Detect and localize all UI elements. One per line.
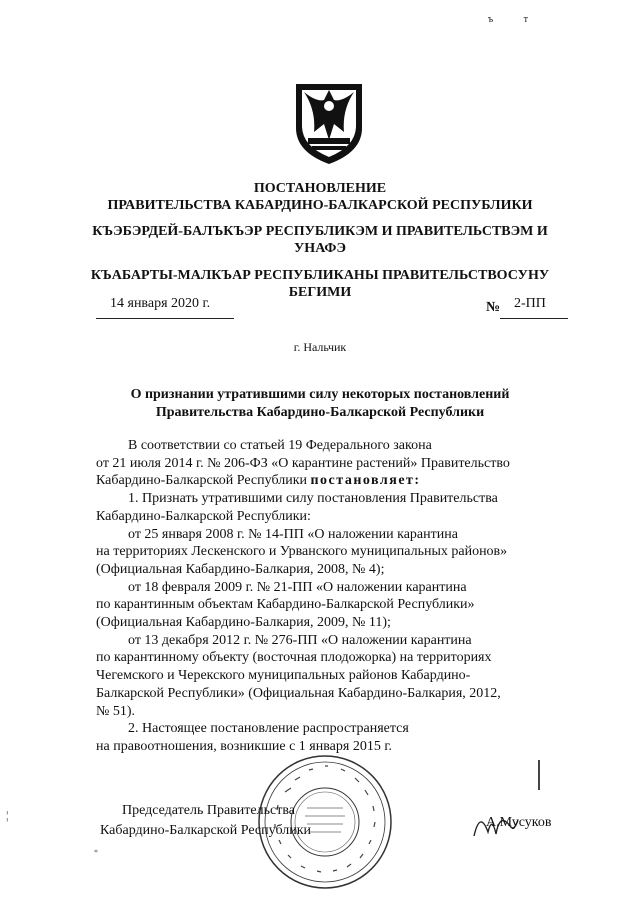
body-line: на территориях Лескенского и Урванского муниципальных районов» bbox=[96, 544, 508, 560]
number-label: № bbox=[486, 300, 501, 315]
document-date: 14 января 2020 г. bbox=[110, 296, 211, 311]
body-line: (Официальная Кабардино-Балкария, 2009, № 11); bbox=[96, 615, 391, 631]
signatory-title-line-2: Кабардино-Балкарской Республики bbox=[100, 823, 311, 838]
corner-marks: ъ т bbox=[488, 14, 543, 25]
coat-of-arms-emblem-icon bbox=[290, 80, 368, 166]
date-underline bbox=[96, 318, 234, 319]
header-balkar-2: БЕГИМИ bbox=[288, 285, 352, 300]
body-line: по карантинным объектам Кабардино-Балкарской Республики» bbox=[96, 597, 475, 613]
body-line: 1. Признать утратившими силу постановления Правительства bbox=[128, 491, 498, 507]
header-block-2 bbox=[70, 223, 570, 257]
document-body bbox=[96, 437, 560, 756]
body-line: от 25 января 2008 г. № 14-ПП «О наложении карантина bbox=[128, 526, 458, 542]
body-line bbox=[96, 472, 560, 490]
date-number-row bbox=[96, 296, 570, 322]
title-line-2: Правительства Кабардино-Балкарской Республики bbox=[155, 405, 485, 420]
body-text: Кабардино-Балкарской Республики bbox=[96, 473, 307, 489]
header-title: ПОСТАНОВЛЕНИЕ bbox=[253, 181, 387, 196]
margin-dot: * bbox=[94, 848, 98, 857]
title-line-1: О признании утратившими силу некоторых постановлений bbox=[130, 387, 510, 402]
body-line: Кабардино-Балкарской Республики: bbox=[96, 508, 311, 524]
body-line: № 51). bbox=[96, 703, 136, 719]
signatory-title bbox=[100, 801, 311, 841]
body-line: Балкарской Республики» (Официальная Кабардино-Балкария, 2012, bbox=[96, 685, 501, 701]
body-line: (Официальная Кабардино-Балкария, 2008, № 4); bbox=[96, 561, 385, 577]
body-line: от 13 декабря 2012 г. № 276-ПП «О наложении карантина bbox=[128, 632, 472, 648]
header-balkar-1: КЪАБАРТЫ-МАЛКЪАР РЕСПУБЛИКАНЫ ПРАВИТЕЛЬСТВОСУНУ bbox=[90, 268, 550, 283]
document-title bbox=[80, 386, 560, 422]
header-kabardian-1: КЪЭБЭРДЕЙ-БАЛЪКЪЭР РЕСПУБЛИКЭМ И ПРАВИТЕЛЬСТВЭМ И bbox=[92, 224, 548, 239]
signatory-name: А.Мусуков bbox=[486, 815, 552, 830]
signatory-title-line-1: Председатель Правительства bbox=[122, 803, 295, 818]
body-line: Чегемского и Черекского муниципальных районов Кабардино- bbox=[96, 668, 471, 684]
number-underline bbox=[500, 318, 568, 319]
body-line: В соответствии со статьей 19 Федерального закона bbox=[128, 438, 432, 453]
header-kabardian-2: УНАФЭ bbox=[294, 241, 346, 256]
body-line: по карантинному объекту (восточная плодожорка) на территориях bbox=[96, 650, 492, 666]
body-line: от 21 июля 2014 г. № 206-ФЗ «О карантине растений» Правительство bbox=[96, 455, 510, 471]
margin-mark bbox=[538, 760, 540, 790]
body-line: от 18 февраля 2009 г. № 21-ПП «О наложении карантина bbox=[128, 579, 467, 595]
document-number: 2-ПП bbox=[514, 296, 546, 311]
margin-mark-left: ¦ bbox=[6, 808, 9, 822]
body-line: 2. Настоящее постановление распространяется bbox=[128, 721, 409, 737]
header-government: ПРАВИТЕЛЬСТВА КАБАРДИНО-БАЛКАРСКОЙ РЕСПУБЛИКИ bbox=[107, 198, 533, 213]
body-keyword: постановляет: bbox=[310, 473, 421, 489]
header-block-1 bbox=[70, 180, 570, 214]
body-line: на правоотношения, возникшие с 1 января 2015 г. bbox=[96, 738, 392, 754]
city: г. Нальчик bbox=[293, 340, 347, 354]
